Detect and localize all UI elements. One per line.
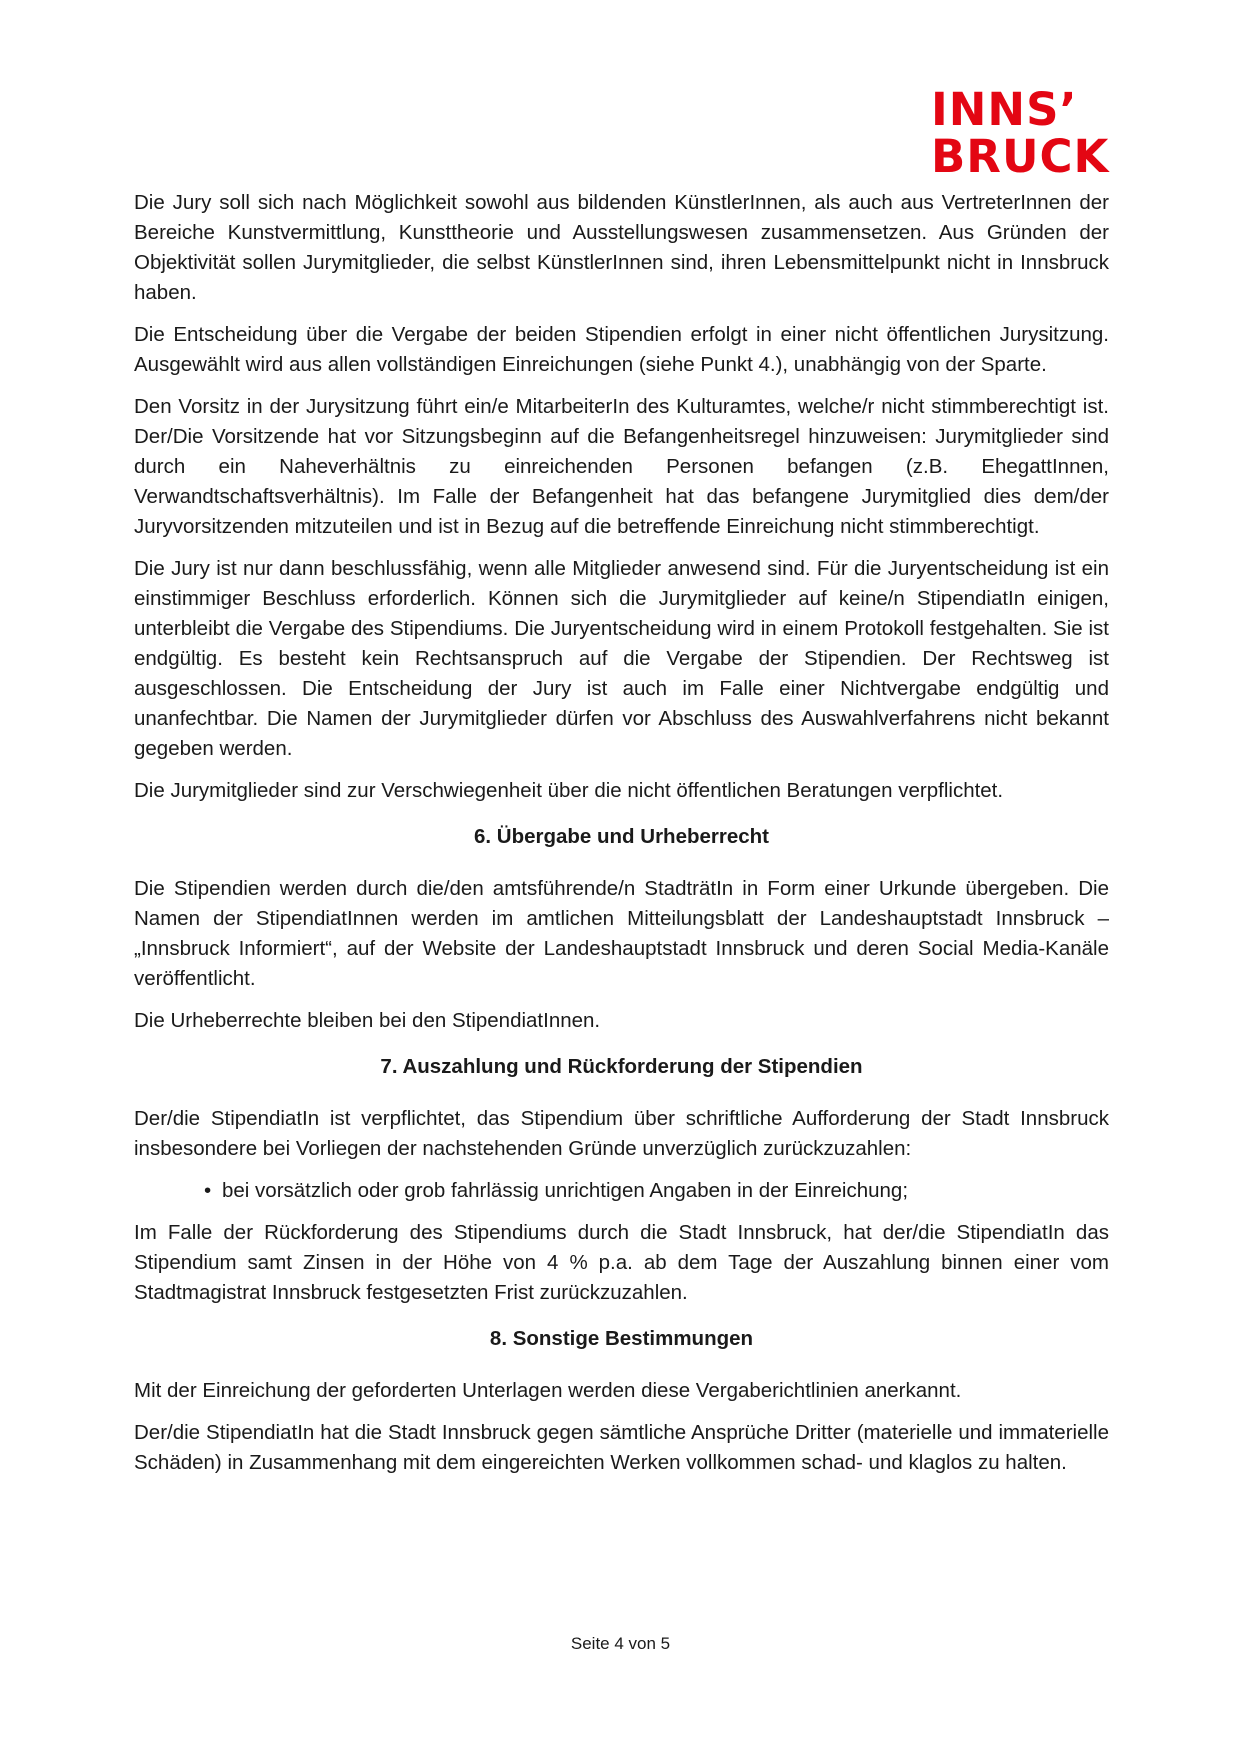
bullet-icon: • bbox=[204, 1179, 212, 1202]
page-number: Seite 4 von 5 bbox=[570, 1634, 671, 1653]
section-6-heading: 6. Übergabe und Urheberrecht bbox=[473, 825, 770, 848]
section-7-closing: Im Falle der Rückforderung des Stipendiums durch die Stadt Innsbruck, hat der/die StipendiatIn das Stipendium samt Zinsen in der Höhe von 4 % p.a. ab dem Tage der Auszahlung binnen einer vom Stadtmagistrat Innsbruck festgesetzten Frist zurückzuzahlen. bbox=[134, 1221, 1109, 1304]
paragraph-jury-quorum: Die Jury ist nur dann beschlussfähig, wenn alle Mitglieder anwesend sind. Für die Juryentscheidung ist ein einstimmiger Beschluss erforderlich. Können sich die Jurymitglieder auf keine/n StipendiatIn einigen, unterbleibt die Vergabe des Stipendiums. Die Juryentscheidung wird in einem Protokoll festgehalten. Sie ist endgültig. Es besteht kein Rechtsanspruch auf die Vergabe der Stipendien. Der Rechtsweg ist ausgeschlossen. Die Entscheidung der Jury ist auch im Falle einer Nichtvergabe endgültig und unanfechtbar. Die Namen der Jurymitglieder dürfen vor Abschluss des Auswahlverfahrens nicht bekannt gegeben werden. bbox=[134, 557, 1109, 760]
paragraph-jury-composition: Die Jury soll sich nach Möglichkeit sowohl aus bildenden KünstlerInnen, als auch aus VertreterInnen der Bereiche Kunstvermittlung, Kunsttheorie und Ausstellungswesen zusammensetzen. Aus Gründen der Objektivität sollen Jurymitglieder, die selbst KünstlerInnen sind, ihren Lebensmittelpunkt nicht in Innsbruck haben. bbox=[134, 191, 1109, 304]
bullet-text: bei vorsätzlich oder grob fahrlässig unrichtigen Angaben in der Einreichung; bbox=[222, 1179, 909, 1202]
section-6-paragraph: Die Urheberrechte bleiben bei den StipendiatInnen. bbox=[134, 1009, 601, 1032]
section-8-paragraph: Der/die StipendiatIn hat die Stadt Innsbruck gegen sämtliche Ansprüche Dritter (materielle und immaterielle Schäden) in Zusammenhang mit dem eingereichten Werken vollkommen schad- und klaglos zu halten. bbox=[134, 1421, 1109, 1474]
innsbruck-logo bbox=[931, 83, 1110, 183]
section-7-intro: Der/die StipendiatIn ist verpflichtet, das Stipendium über schriftliche Aufforderung der Stadt Innsbruck insbesondere bei Vorliegen der nachstehenden Gründe unverzüglich zurückzuzahlen: bbox=[134, 1107, 1109, 1160]
document-body bbox=[134, 188, 1109, 1490]
section-8-heading: 8. Sonstige Bestimmungen bbox=[489, 1327, 754, 1350]
bullet-list-item bbox=[204, 1176, 1109, 1206]
section-7-heading: 7. Auszahlung und Rückforderung der Stipendien bbox=[380, 1055, 863, 1078]
section-6-paragraph: Die Stipendien werden durch die/den amtsführende/n StadträtIn in Form einer Urkunde übergeben. Die Namen der StipendiatInnen werden im amtlichen Mitteilungsblatt der Landeshauptstadt Innsbruck – „Innsbruck Informiert“, auf der Website der Landeshauptstadt Innsbruck und deren Social Media-Kanäle veröffentlicht. bbox=[134, 877, 1109, 990]
section-8-paragraph: Mit der Einreichung der geforderten Unterlagen werden diese Vergaberichtlinien anerkannt. bbox=[134, 1379, 962, 1402]
logo-line-2: BRUCK bbox=[931, 130, 1110, 183]
paragraph-jury-chair: Den Vorsitz in der Jurysitzung führt ein/e MitarbeiterIn des Kulturamtes, welche/r nicht stimmberechtigt ist. Der/Die Vorsitzende hat vor Sitzungsbeginn auf die Befangenheitsregel hinzuweisen: Jurymitglieder sind durch ein Naheverhältnis zu einreichenden Personen befangen (z.B. EhegattInnen, Verwandtschaftsverhältnis). Im Falle der Befangenheit hat das befangene Jurymitglied dies dem/der Juryvorsitzenden mitzuteilen und ist in Bezug auf die betreffende Einreichung nicht stimmberechtigt. bbox=[134, 395, 1109, 538]
logo-line-1: INNS’ bbox=[931, 83, 1078, 136]
paragraph-jury-decision: Die Entscheidung über die Vergabe der beiden Stipendien erfolgt in einer nicht öffentlichen Jurysitzung. Ausgewählt wird aus allen vollständigen Einreichungen (siehe Punkt 4.), unabhängig von der Sparte. bbox=[134, 323, 1109, 376]
paragraph-jury-confidentiality: Die Jurymitglieder sind zur Verschwiegenheit über die nicht öffentlichen Beratungen verpflichtet. bbox=[134, 779, 1004, 802]
